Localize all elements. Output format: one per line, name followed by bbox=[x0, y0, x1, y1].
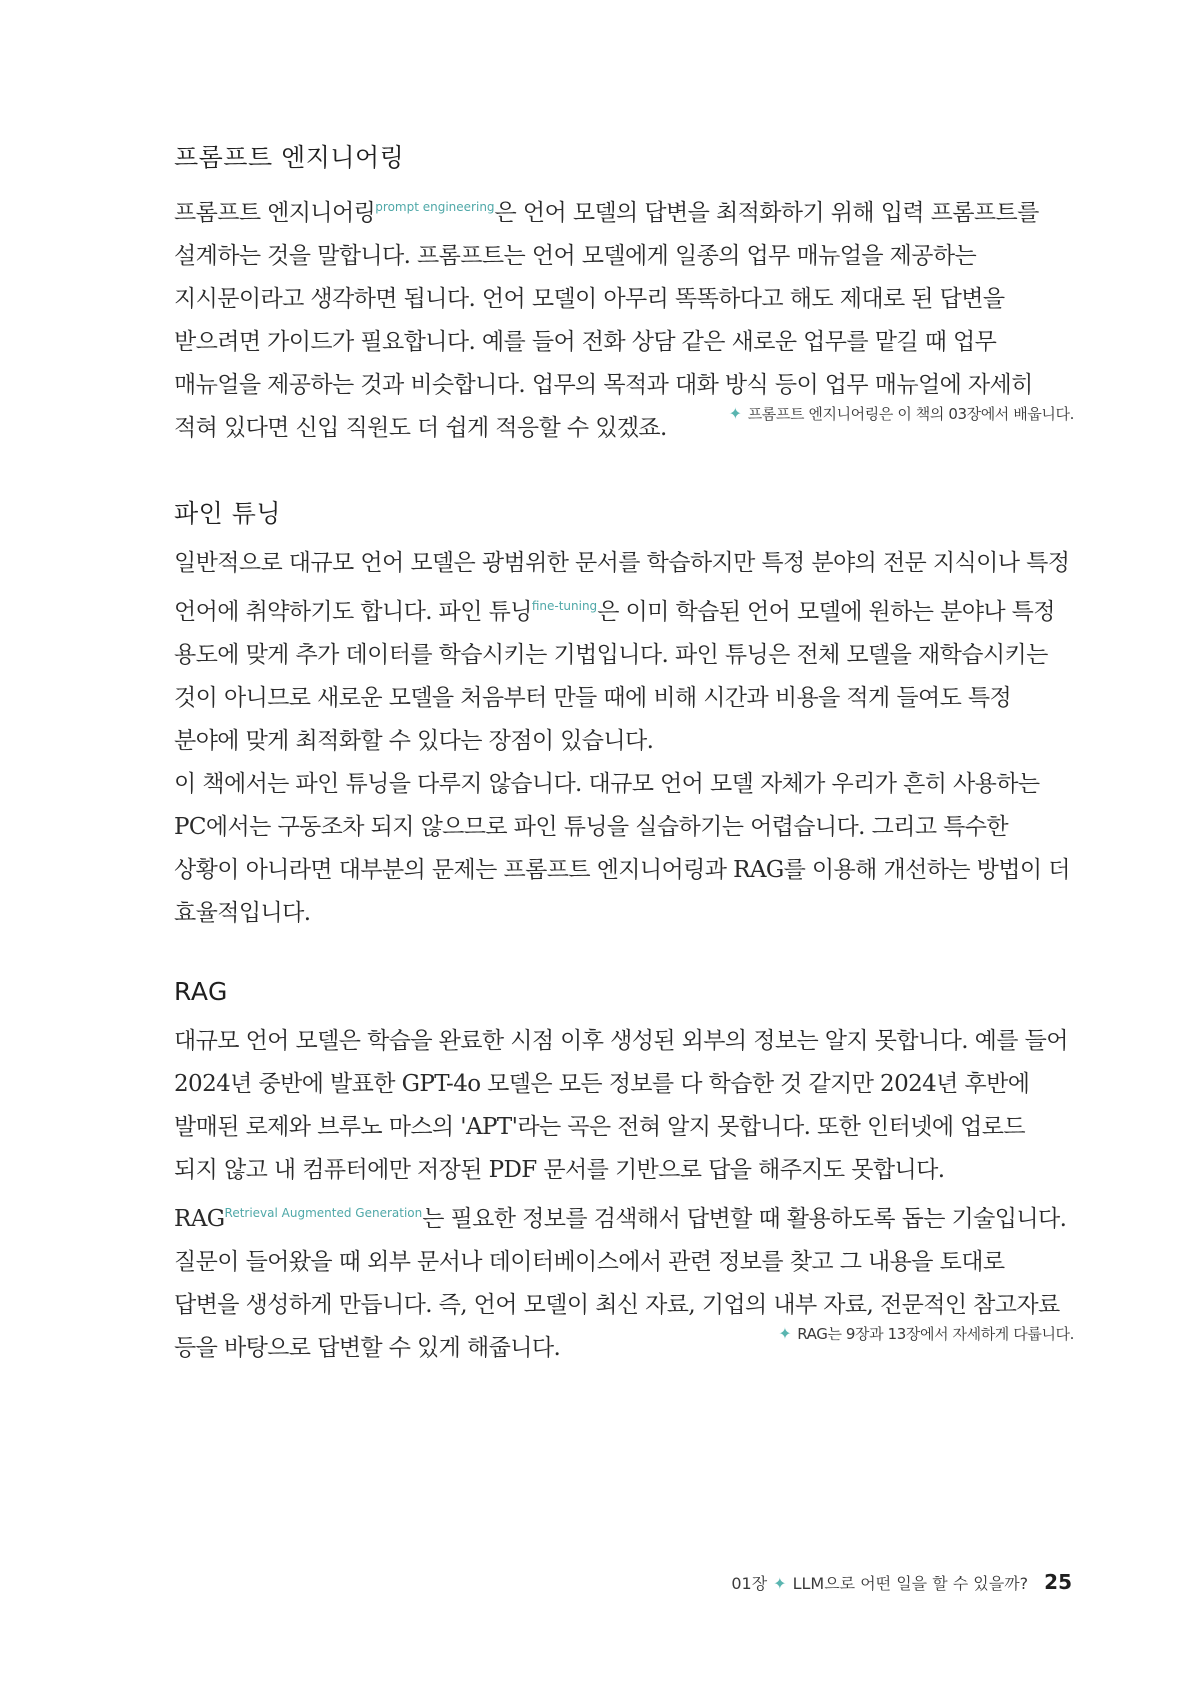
paragraph bbox=[174, 542, 1074, 763]
paragraph-text: 은 언어 모델의 답변을 최적화하기 위해 입력 프롬프트를 설계하는 것을 말합니다. 프롬프트는 언어 모델에게 일종의 업무 매뉴얼을 제공하는 지시문이라고 생각하면 됩니다. 언어 모델이 아무리 똑똑하다고 해도 제대로 된 답변을 받으려면 가이드가 필요합니다. 예를 들어 전화 상담 같은 새로운 업무를 맡길 때 업무 매뉴얼을 제공하는 것과 비슷합니다. 업무의 목적과 대화 방식 등이 업무 매뉴얼에 자세히 적혀 있다면 신입 직원도 더 쉽게 적응할 수 있겠죠. bbox=[174, 200, 1039, 441]
section-title: 프롬프트 엔지니어링 bbox=[174, 143, 405, 172]
paragraph-text: 일반적으로 대규모 언어 모델은 광범위한 문서를 학습하지만 특정 분야의 전문 지식이나 특정 언어에 취약하기도 합니다. 파인 튜닝 bbox=[174, 550, 1070, 625]
footer-title: LLM으로 어떤 일을 할 수 있을까? bbox=[792, 1574, 1029, 1593]
paragraph: 이 책에서는 파인 튜닝을 다루지 않습니다. 대규모 언어 모델 자체가 우리가 흔히 사용하는 PC에서는 구동조차 되지 않으므로 파인 튜닝을 실습하기는 어렵습니다. 그리고 특수한 상황이 아니라면 대부분의 문제는 프롬프트 엔지니어링과 RAG를 이용해 개선하는 방법이 더 효율적입니다. bbox=[174, 771, 1070, 926]
side-note-text: RAG는 9장과 13장에서 자세하게 다룹니다. bbox=[797, 1325, 1074, 1343]
sparkle-icon: ✦ bbox=[728, 404, 742, 423]
term-english: prompt engineering bbox=[375, 200, 495, 214]
side-note bbox=[729, 403, 1074, 424]
term-korean: 프롬프트 엔지니어링 bbox=[174, 200, 376, 226]
section-title: RAG bbox=[174, 977, 228, 1006]
section-prompt-engineering bbox=[174, 140, 1074, 450]
footer-chapter: 01장 bbox=[731, 1574, 768, 1593]
side-note bbox=[778, 1323, 1074, 1344]
paragraph: 대규모 언어 모델은 학습을 완료한 시점 이후 생성된 외부의 정보는 알지 못합니다. 예를 들어 2024년 중반에 발표한 GPT-4o 모델은 모든 정보를 다 학습한 것 같지만 2024년 후반에 발매된 로제와 브루노 마스의 'APT'라는 곡은 전혀 알지 못합니다. 또한 인터넷에 업로드 되지 않고 내 컴퓨터에만 저장된 PDF 문서를 기반으로 답을 해주지도 못합니다. bbox=[174, 1028, 1068, 1183]
section-title: 파인 튜닝 bbox=[174, 499, 282, 528]
sparkle-icon: ✦ bbox=[773, 1574, 787, 1593]
section-rag bbox=[174, 974, 1074, 1370]
paragraph-text: 는 필요한 정보를 검색해서 답변할 때 활용하도록 돕는 기술입니다. 질문이 들어왔을 때 외부 문서나 데이터베이스에서 관련 정보를 찾고 그 내용을 토대로 답변을 생성하게 만듭니다. 즉, 언어 모델이 최신 자료, 기업의 내부 자료, 전문적인 참고자료 등을 바탕으로 답변할 수 있게 해줍니다. bbox=[174, 1206, 1067, 1361]
paragraph-text: 은 이미 학습된 언어 모델에 원하는 분야나 특정 용도에 맞게 추가 데이터를 학습시키는 기법입니다. 파인 튜닝은 전체 모델을 재학습시키는 것이 아니므로 새로운 모델을 처음부터 만들 때에 비해 시간과 비용을 적게 들여도 특정 분야에 맞게 최적화할 수 있다는 장점이 있습니다. bbox=[174, 599, 1055, 754]
term-english: Retrieval Augmented Generation bbox=[224, 1206, 423, 1220]
term-korean: RAG bbox=[174, 1206, 225, 1232]
page-footer bbox=[731, 1570, 1072, 1594]
page-number: 25 bbox=[1044, 1570, 1072, 1594]
term-english: fine-tuning bbox=[531, 599, 598, 613]
section-fine-tuning bbox=[174, 496, 1074, 935]
sparkle-icon: ✦ bbox=[778, 1324, 792, 1343]
side-note-text: 프롬프트 엔지니어링은 이 책의 03장에서 배웁니다. bbox=[747, 405, 1074, 423]
